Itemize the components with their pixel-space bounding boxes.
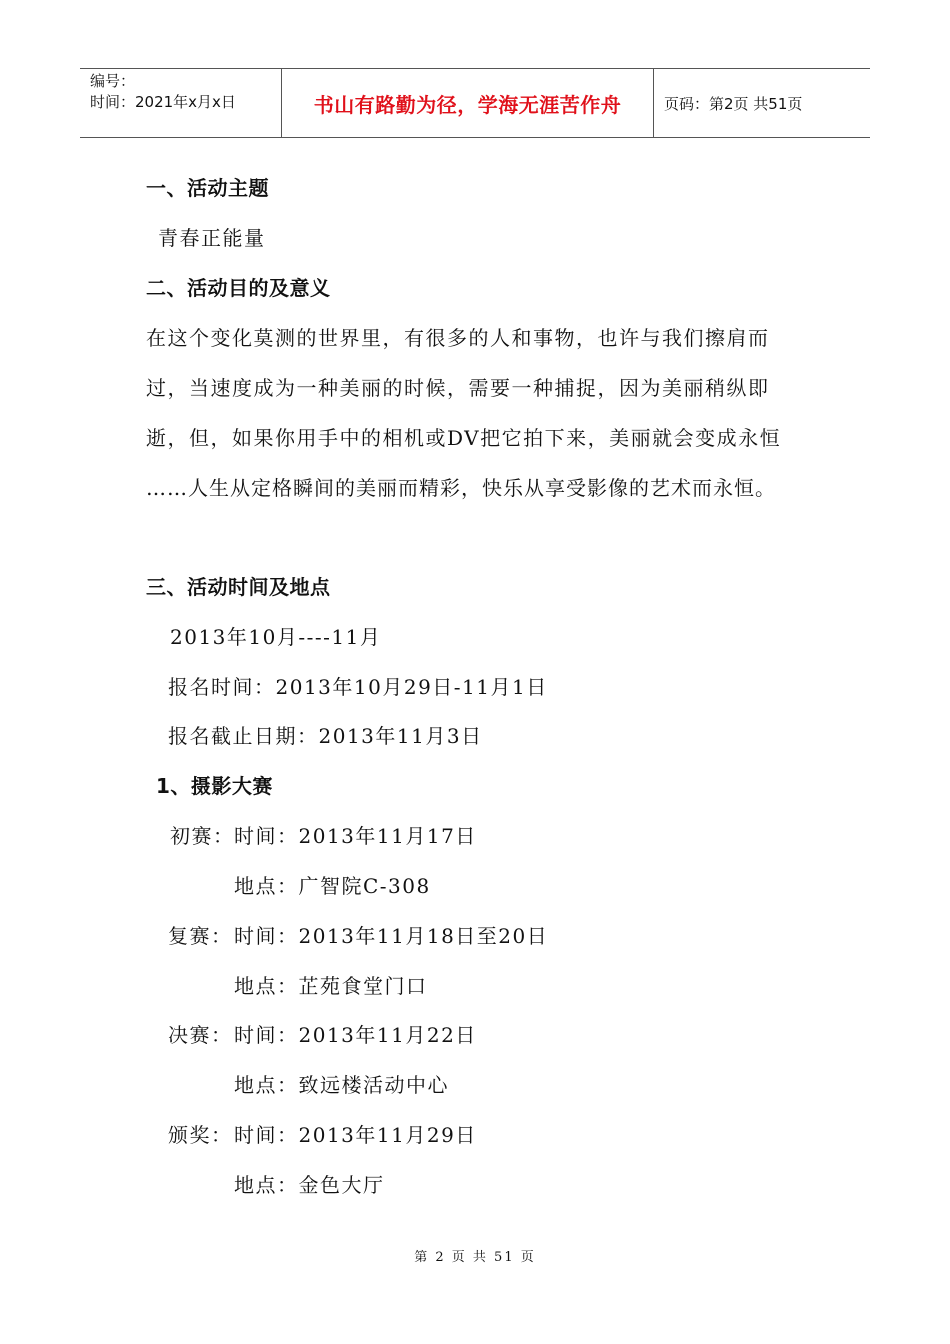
section2-line: 在这个变化莫测的世界里，有很多的人和事物，也许与我们擦肩而: [146, 326, 770, 350]
page-footer: 第 2 页 共 51 页: [414, 1250, 536, 1265]
round-place: 地点：致远楼活动中心: [234, 1073, 449, 1097]
round-time: 时间：2013年11月17日: [234, 824, 477, 848]
round-place: 地点：广智院C-308: [234, 874, 431, 898]
section2-line: ……人生从定格瞬间的美丽而精彩，快乐从享受影像的艺术而永恒。: [146, 476, 776, 500]
signup-deadline: 报名截止日期：2013年11月3日: [168, 724, 483, 748]
page-info: 页码：第2页 共51页: [664, 94, 803, 113]
section2-line: 过，当速度成为一种美丽的时候，需要一种捕捉，因为美丽稍纵即: [146, 376, 770, 400]
round-label: 复赛：: [168, 924, 233, 948]
round-label: 决赛：: [168, 1023, 233, 1047]
signup-time: 报名时间：2013年10月29日-11月1日: [168, 675, 548, 699]
round-label: 初赛：: [170, 824, 235, 848]
round-place: 地点：芷苑食堂门口: [234, 974, 428, 998]
round-time: 时间：2013年11月22日: [234, 1023, 477, 1047]
motto: 书山有路勤为径，学海无涯苦作舟: [282, 69, 654, 137]
section2-title: 二、活动目的及意义: [146, 276, 331, 300]
round-time: 时间：2013年11月29日: [234, 1123, 477, 1147]
section3-title: 三、活动时间及地点: [146, 575, 331, 599]
section1-content: 青春正能量: [158, 226, 266, 250]
section2-line: 逝，但，如果你用手中的相机或DV把它拍下来，美丽就会变成永恒: [146, 426, 782, 450]
photo-contest-title: 1、摄影大赛: [156, 774, 273, 798]
activity-period: 2013年10月----11月: [170, 625, 382, 649]
section1-title: 一、活动主题: [146, 176, 269, 200]
number-label: 编号：: [90, 72, 136, 90]
header-meta-cell: [80, 69, 282, 137]
time-label: 时间：2021年x月x日: [90, 93, 236, 111]
round-label: 颁奖：: [168, 1123, 233, 1147]
round-time: 时间：2013年11月18日至20日: [234, 924, 549, 948]
header-table: [80, 68, 870, 138]
round-place: 地点：金色大厅: [234, 1173, 385, 1197]
